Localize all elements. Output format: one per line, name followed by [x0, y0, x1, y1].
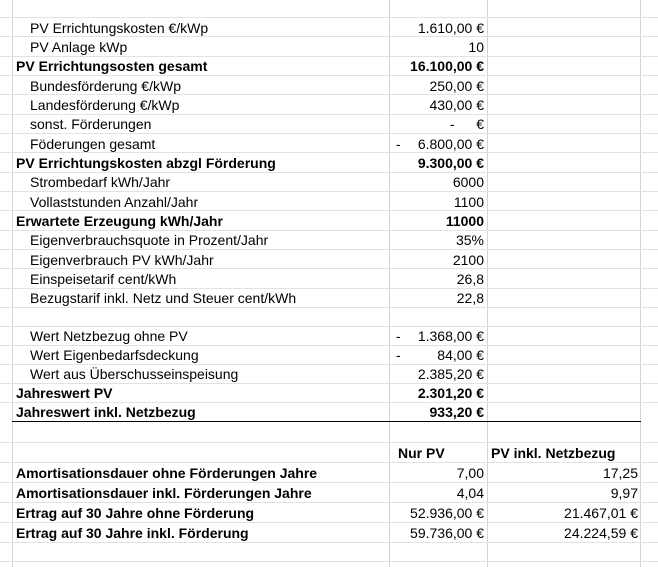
- table-row: [0, 230, 658, 249]
- row-label: Jahreswert inkl. Netzbezug: [16, 404, 196, 420]
- row-value: 22,8: [456, 290, 484, 306]
- header-pv-netzbezug: PV inkl. Netzbezug: [491, 445, 616, 461]
- summary-label: Amortisationsdauer ohne Förderungen Jahre: [16, 465, 318, 481]
- header-nur-pv: Nur PV: [398, 445, 445, 461]
- row-label: Bezugstarif inkl. Netz und Steuer cent/kWh: [30, 290, 297, 306]
- summary-row: [0, 503, 658, 522]
- row-label: Föderungen gesamt: [30, 136, 156, 152]
- row-value: 2.385,20 €: [417, 366, 484, 382]
- row-label: Strombedarf kWh/Jahr: [30, 174, 171, 190]
- summary-row: [0, 523, 658, 542]
- row-value: 2.301,20 €: [417, 385, 484, 401]
- table-row: [0, 383, 658, 402]
- row-label: PV Errichtungsosten gesamt: [16, 58, 208, 74]
- row-label: Jahreswert PV: [16, 385, 113, 401]
- row-label: Landesförderung €/kWp: [30, 97, 180, 113]
- table-row: [0, 402, 658, 421]
- table-row: [0, 345, 658, 364]
- table-row: [0, 211, 658, 230]
- row-label: PV Errichtungskosten €/kWp: [30, 20, 209, 36]
- row-value: 6000: [452, 174, 484, 190]
- summary-row: [0, 463, 658, 482]
- row-label: PV Anlage kWp: [30, 39, 128, 55]
- summary-pv-netzbezug: 21.467,01 €: [564, 505, 638, 521]
- summary-label: Ertrag auf 30 Jahre ohne Förderung: [16, 505, 255, 521]
- table-row: [0, 288, 658, 307]
- table-row: [0, 76, 658, 95]
- row-value: 1.610,00 €: [417, 20, 484, 36]
- row-value: 6.800,00 €: [417, 136, 484, 152]
- row-value: 35%: [455, 232, 484, 248]
- table-row: [0, 37, 658, 56]
- row-value: 84,00 €: [437, 347, 484, 363]
- row-label: PV Errichtungskosten abzgl Förderung: [16, 155, 276, 171]
- summary-nur-pv: 52.936,00 €: [410, 505, 484, 521]
- summary-nur-pv: 4,04: [456, 485, 484, 501]
- table-row: [0, 364, 658, 383]
- minus-sign: -: [396, 347, 401, 363]
- grid-row-line: [0, 561, 658, 562]
- summary-pv-netzbezug: 17,25: [602, 465, 638, 481]
- summary-nur-pv: 7,00: [456, 465, 484, 481]
- row-value: 250,00 €: [429, 78, 484, 94]
- row-label: Vollaststunden Anzahl/Jahr: [30, 194, 199, 210]
- row-label: Eigenverbrauchsquote in Prozent/Jahr: [30, 232, 269, 248]
- table-row: [0, 269, 658, 288]
- summary-label: Ertrag auf 30 Jahre inkl. Förderung: [16, 525, 249, 541]
- row-label: Wert aus Überschusseinspeisung: [30, 366, 239, 382]
- row-label: sonst. Förderungen: [30, 116, 152, 132]
- table-row: [0, 114, 658, 133]
- row-value: 933,20 €: [429, 404, 484, 420]
- table-row: [0, 18, 658, 37]
- row-value: 11000: [445, 213, 484, 229]
- row-label: Wert Netzbezug ohne PV: [30, 328, 188, 344]
- row-label: Bundesförderung €/kWp: [30, 78, 181, 94]
- summary-label: Amortisationsdauer inkl. Förderungen Jahre: [16, 485, 312, 501]
- table-row: [0, 250, 658, 269]
- minus-sign: -: [450, 116, 455, 132]
- table-row: [0, 134, 658, 153]
- row-label: Wert Eigenbedarfsdeckung: [30, 347, 199, 363]
- summary-row: [0, 483, 658, 502]
- table-row: [0, 172, 658, 191]
- summary-pv-netzbezug: 9,97: [610, 485, 638, 501]
- row-value: €: [476, 116, 484, 132]
- row-value: 10: [468, 39, 484, 55]
- table-row: [0, 56, 658, 75]
- section-border: [12, 421, 641, 422]
- row-value: 16.100,00 €: [410, 58, 484, 74]
- summary-header-row: [0, 443, 658, 462]
- grid-row-line: [0, 542, 658, 543]
- row-value: 9.300,00 €: [417, 155, 484, 171]
- table-row: [0, 95, 658, 114]
- row-label: Erwartete Erzeugung kWh/Jahr: [16, 213, 223, 229]
- grid-row-line: [0, 307, 658, 308]
- minus-sign: -: [396, 328, 401, 344]
- summary-pv-netzbezug: 24.224,59 €: [564, 525, 638, 541]
- table-row: [0, 153, 658, 172]
- row-label: Eigenverbrauch PV kWh/Jahr: [30, 252, 214, 268]
- row-value: 2100: [452, 252, 484, 268]
- minus-sign: -: [396, 136, 401, 152]
- table-row: [0, 326, 658, 345]
- summary-nur-pv: 59.736,00 €: [410, 525, 484, 541]
- row-value: 26,8: [456, 271, 484, 287]
- table-row: [0, 192, 658, 211]
- row-value: 1.368,00 €: [417, 328, 484, 344]
- row-value: 1100: [453, 194, 484, 210]
- row-value: 430,00 €: [429, 97, 484, 113]
- row-label: Einspeisetarif cent/kWh: [30, 271, 177, 287]
